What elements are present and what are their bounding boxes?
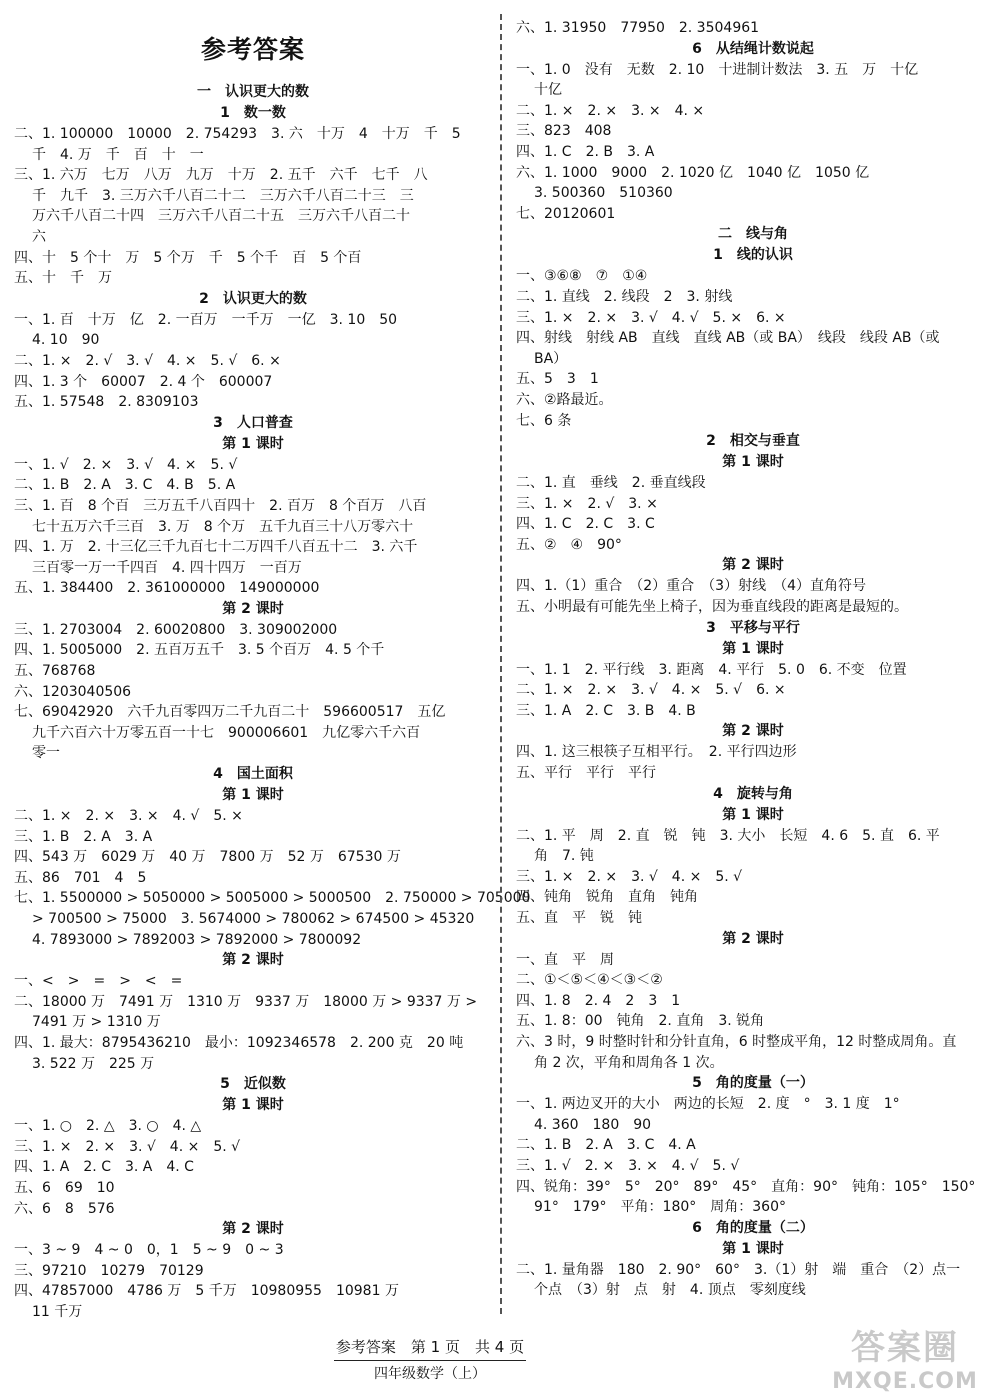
answer-line: 三、1. B 2. A 3. A [14, 828, 153, 845]
answer-line: 六、1203040506 [14, 683, 132, 700]
answer-line: 五、1. 384400 2. 361000000 149000000 [14, 580, 320, 597]
section-heading: 6 角的度量（二） [692, 1219, 814, 1236]
answer-line: 三、1. × 2. × 3. √ 4. × 5. √ [516, 868, 743, 885]
answer-line: 四、十 5 个十 万 5 个万 千 5 个千 百 5 个百 [14, 249, 362, 266]
answer-line: 四、47857000 4786 万 5 千万 10980955 10981 万 [14, 1283, 399, 1300]
answer-line: 四、1. 8 2. 4 2 3 1 [516, 992, 681, 1009]
section-heading: 第 2 课时 [222, 1221, 284, 1238]
answer-line: 一、1. √ 2. × 3. √ 4. × 5. √ [14, 456, 238, 473]
answer-line: 四、1. C 2. C 3. C [516, 516, 655, 533]
answer-line: 七、1. 5500000 > 5050000 > 5005000 > 5000500 2. 750000 > 705000 [14, 890, 531, 907]
answer-line: 三、1. 六万 七万 八万 九万 十万 2. 五千 六千 七千 八 [14, 167, 428, 184]
answer-line-continued: 角 2 次，平角和周角各 1 次。 [534, 1054, 724, 1071]
answer-line: 五、十 千 万 [14, 270, 112, 287]
section-heading: 二 线与角 [718, 226, 788, 243]
section-heading: 第 2 课时 [722, 557, 784, 574]
answer-line: 四、1. C 2. B 3. A [516, 143, 655, 160]
answer-line: 四、射线 射线 AB 直线 直线 AB（或 BA） 线段 线段 AB（或 [516, 330, 940, 347]
answer-line-continued: 4. 360 180 90 [534, 1116, 652, 1133]
watermark-url: MXQE.COM [832, 1369, 978, 1394]
section-heading: 第 1 课时 [222, 1097, 284, 1114]
answer-line-continued: 七十五万六千三百 3. 万 8 个万 五千九百三十八万零六十 [32, 518, 414, 535]
section-heading: 第 2 课时 [722, 930, 784, 947]
answer-line-continued: 91° 179° 平角：180° 周角：360° [534, 1199, 786, 1216]
watermark-logo [820, 1322, 990, 1392]
answer-line: 五、1. 8：00 钝角 2. 直角 3. 锐角 [516, 1013, 765, 1030]
answer-line: 二、1. 量角器 180 2. 90° 60° 3.（1）射 端 重合 （2）点一 [516, 1261, 961, 1278]
section-heading: 5 角的度量（一） [692, 1075, 814, 1092]
answer-line: 二、1. × 2. √ 3. √ 4. × 5. √ 6. × [14, 352, 281, 369]
answer-line: 三、1. × 2. × 3. √ 4. × 5. √ [14, 1138, 241, 1155]
answer-line: 一、1. 百 十万 亿 2. 一百万 一千万 一亿 3. 10 50 [14, 311, 398, 328]
answer-line: 三、1. A 2. C 3. B 4. B [516, 702, 696, 719]
answer-line: 四、543 万 6029 万 40 万 7800 万 52 万 67530 万 [14, 849, 401, 866]
answer-line: 六、1. 31950 77950 2. 3504961 [516, 20, 760, 36]
answer-line-continued: 角 7. 钝 [534, 848, 594, 865]
answer-line-continued: 3. 522 万 225 万 [32, 1055, 155, 1072]
answer-line: 六、1. 1000 9000 2. 1020 亿 1040 亿 1050 亿 [516, 164, 870, 181]
section-heading: 4 国土面积 [213, 766, 293, 783]
section-heading: 6 从结绳计数说起 [692, 40, 814, 57]
footer-page-info: 参考答案 第 1 页 共 4 页 [335, 1338, 525, 1356]
answer-line: 四、1. 5005000 2. 五百万五千 3. 5 个百万 4. 5 个千 [14, 642, 385, 659]
answer-line: 一、< > = > < = [14, 973, 183, 990]
section-heading: 5 近似数 [220, 1076, 286, 1093]
answer-line-continued: 个点 （3）射 点 射 4. 顶点 零刻度线 [534, 1282, 806, 1299]
answer-line: 一、1. 两边叉开的大小 两边的长短 2. 度 ° 3. 1 度 1° [516, 1096, 900, 1113]
answer-line: 四、锐角：39° 5° 20° 89° 45° 直角：90° 钝角：105° 150° [516, 1178, 976, 1195]
answer-line: 二、1. × 2. × 3. √ 4. × 5. √ 6. × [516, 682, 786, 699]
section-heading: 第 2 课时 [722, 723, 784, 740]
answer-line: 四、1. 最大：8795436210 最小：1092346578 2. 200 克 20 吨 [14, 1034, 464, 1051]
answer-line: 二、1. × 2. × 3. × 4. × [516, 102, 705, 119]
answer-line: 一、1. 0 没有 无数 2. 10 十进制计数法 3. 五 万 十亿 [516, 61, 919, 78]
answer-line-continued: 六 [32, 228, 46, 245]
answer-line: 一、3 ~ 9 4 ~ 0 0，1 5 ~ 9 0 ~ 3 [14, 1242, 284, 1259]
answer-line: 六、②路最近。 [516, 391, 613, 408]
right-column [516, 0, 990, 1301]
answer-line-continued: 千 九千 3. 三万六千八百二十二 三万六千八百二十三 三 [32, 187, 414, 204]
left-column [14, 0, 531, 1323]
answer-line: 四、1. 万 2. 十三亿三千九百七十二万四千八百五十二 3. 六千 [14, 539, 418, 556]
answer-line: 二、18000 万 7491 万 1310 万 9337 万 18000 万 > 9337 万 > [14, 993, 478, 1010]
answer-line: 四、1. 这三根筷子互相平行。 2. 平行四边形 [516, 744, 797, 761]
answer-line-continued: 九千六百六十万零五百一十七 900006601 九亿零六千六百 [32, 724, 421, 741]
section-heading: 第 1 课时 [222, 787, 284, 804]
page-title: 参考答案 [200, 35, 305, 64]
section-heading: 第 1 课时 [222, 435, 284, 452]
section-heading: 第 1 课时 [722, 1240, 784, 1257]
answer-line-continued: BA） [534, 350, 568, 367]
answer-line: 五、1. 57548 2. 8309103 [14, 394, 199, 411]
page-footer [180, 1336, 680, 1383]
section-heading: 2 认识更大的数 [199, 290, 307, 307]
answer-line-continued: 万六千八百二十四 三万六千八百二十五 三万六千八百二十 [32, 208, 410, 225]
answer-line: 二、1. 直线 2. 线段 2 3. 射线 [516, 288, 733, 305]
answer-line: 七、20120601 [516, 205, 616, 222]
answer-line-continued: 7491 万 > 1310 万 [32, 1014, 161, 1031]
answer-line: 四、1. 3 个 60007 2. 4 个 600007 [14, 373, 273, 390]
answer-line-continued: 十亿 [534, 82, 562, 99]
answer-line-continued: 3. 500360 510360 [534, 185, 673, 202]
answer-line: 三、1. 百 8 个百 三万五千八百四十 2. 百万 8 个百万 八百 [14, 497, 427, 514]
left-answer-list [14, 82, 531, 1323]
answer-line: 二、1. 平 周 2. 直 锐 钝 3. 大小 长短 4. 6 5. 直 6. 平 [516, 827, 940, 844]
answer-line: 一、1. ○ 2. △ 3. ○ 4. △ [14, 1118, 202, 1135]
column-divider [500, 14, 502, 1314]
answer-line: 三、823 408 [516, 123, 612, 140]
watermark-text: 答案圈 [851, 1328, 959, 1368]
section-heading: 1 线的认识 [713, 247, 793, 264]
section-heading: 3 平移与平行 [706, 619, 800, 636]
answer-line-continued: 零一 [32, 745, 60, 762]
answer-line: 二、1. B 2. A 3. C 4. A [516, 1137, 696, 1154]
section-heading: 4 旋转与角 [713, 785, 793, 802]
answer-line: 二、1. × 2. × 3. × 4. √ 5. × [14, 808, 243, 825]
section-heading: 第 1 课时 [722, 454, 784, 471]
answer-line: 一、1. 1 2. 平行线 3. 距离 4. 平行 5. 0 6. 不变 位置 [516, 661, 907, 678]
answer-line: 五、② ④ 90° [516, 536, 622, 553]
right-answer-list [516, 18, 990, 1301]
answer-line: 三、1. 2703004 2. 60020800 3. 309002000 [14, 621, 338, 638]
answer-line-continued: 千 4. 万 千 百 十 一 [32, 146, 204, 163]
answer-line: 三、97210 10279 70129 [14, 1262, 204, 1279]
answer-line: 四、1. A 2. C 3. A 4. C [14, 1159, 194, 1176]
section-heading: 2 相交与垂直 [706, 433, 800, 450]
answer-line-continued: 三百零一万一千四百 4. 四十四万 一百万 [32, 559, 302, 576]
answer-line-continued: 4. 7893000 > 7892003 > 7892000 > 7800092 [32, 931, 362, 948]
section-heading: 第 1 课时 [722, 806, 784, 823]
answer-line: 三、1. × 2. × 3. √ 4. √ 5. × 6. × [516, 309, 786, 326]
answer-line: 二、1. 直 垂线 2. 垂直线段 [516, 475, 706, 492]
section-heading: 3 人口普查 [213, 414, 293, 431]
answer-line: 四、1.（1）重合 （2）重合 （3）射线 （4）直角符号 [516, 578, 866, 595]
answer-line: 六、6 8 576 [14, 1200, 115, 1217]
answer-line: 二、1. 100000 10000 2. 754293 3. 六 十万 4 十万 千 5 [14, 126, 461, 142]
answer-line: 一、直 平 周 [516, 951, 614, 968]
answer-line: 六、3 时，9 时整时针和分针直角，6 时整成平角，12 时整成周角。直 [516, 1033, 957, 1050]
answer-line: 一、③⑥⑧ ⑦ ①④ [516, 268, 648, 285]
section-heading: 1 数一数 [220, 105, 286, 121]
answer-line: 五、平行 平行 平行 [516, 765, 656, 782]
answer-line: 五、768768 [14, 663, 96, 680]
answer-line: 三、1. × 2. √ 3. × [516, 495, 658, 512]
section-heading: 第 2 课时 [222, 600, 284, 617]
section-heading: 第 1 课时 [722, 640, 784, 657]
section-heading: 一 认识更大的数 [197, 84, 309, 100]
answer-line: 五、小明最有可能先坐上椅子，因为垂直线段的距离是最短的。 [516, 599, 908, 616]
answer-line: 五、86 701 4 5 [14, 869, 147, 886]
answer-line: 三、1. √ 2. × 3. × 4. √ 5. √ [516, 1157, 740, 1174]
answer-line: 五、直 平 锐 钝 [516, 910, 642, 926]
footer-book-title: 四年级数学（上） [334, 1360, 526, 1383]
answer-line: 五、5 3 1 [516, 371, 599, 388]
answer-line: 四、钝角 锐角 直角 钝角 [516, 889, 698, 906]
answer-line: 二、①＜⑤＜④＜③＜② [516, 972, 663, 989]
section-heading: 第 2 课时 [222, 952, 284, 969]
answer-line: 七、69042920 六千九百零四万二千九百二十 596600517 五亿 [14, 704, 446, 721]
answer-line-continued: 4. 10 90 [32, 332, 100, 349]
answer-line: 二、1. B 2. A 3. C 4. B 5. A [14, 477, 236, 494]
answer-line: 七、6 条 [516, 412, 572, 429]
answer-line: 五、6 69 10 [14, 1179, 115, 1196]
answer-line-continued: > 700500 > 75000 3. 5674000 > 780062 > 674500 > 45320 [32, 911, 475, 927]
answer-line-continued: 11 千万 [32, 1303, 83, 1320]
